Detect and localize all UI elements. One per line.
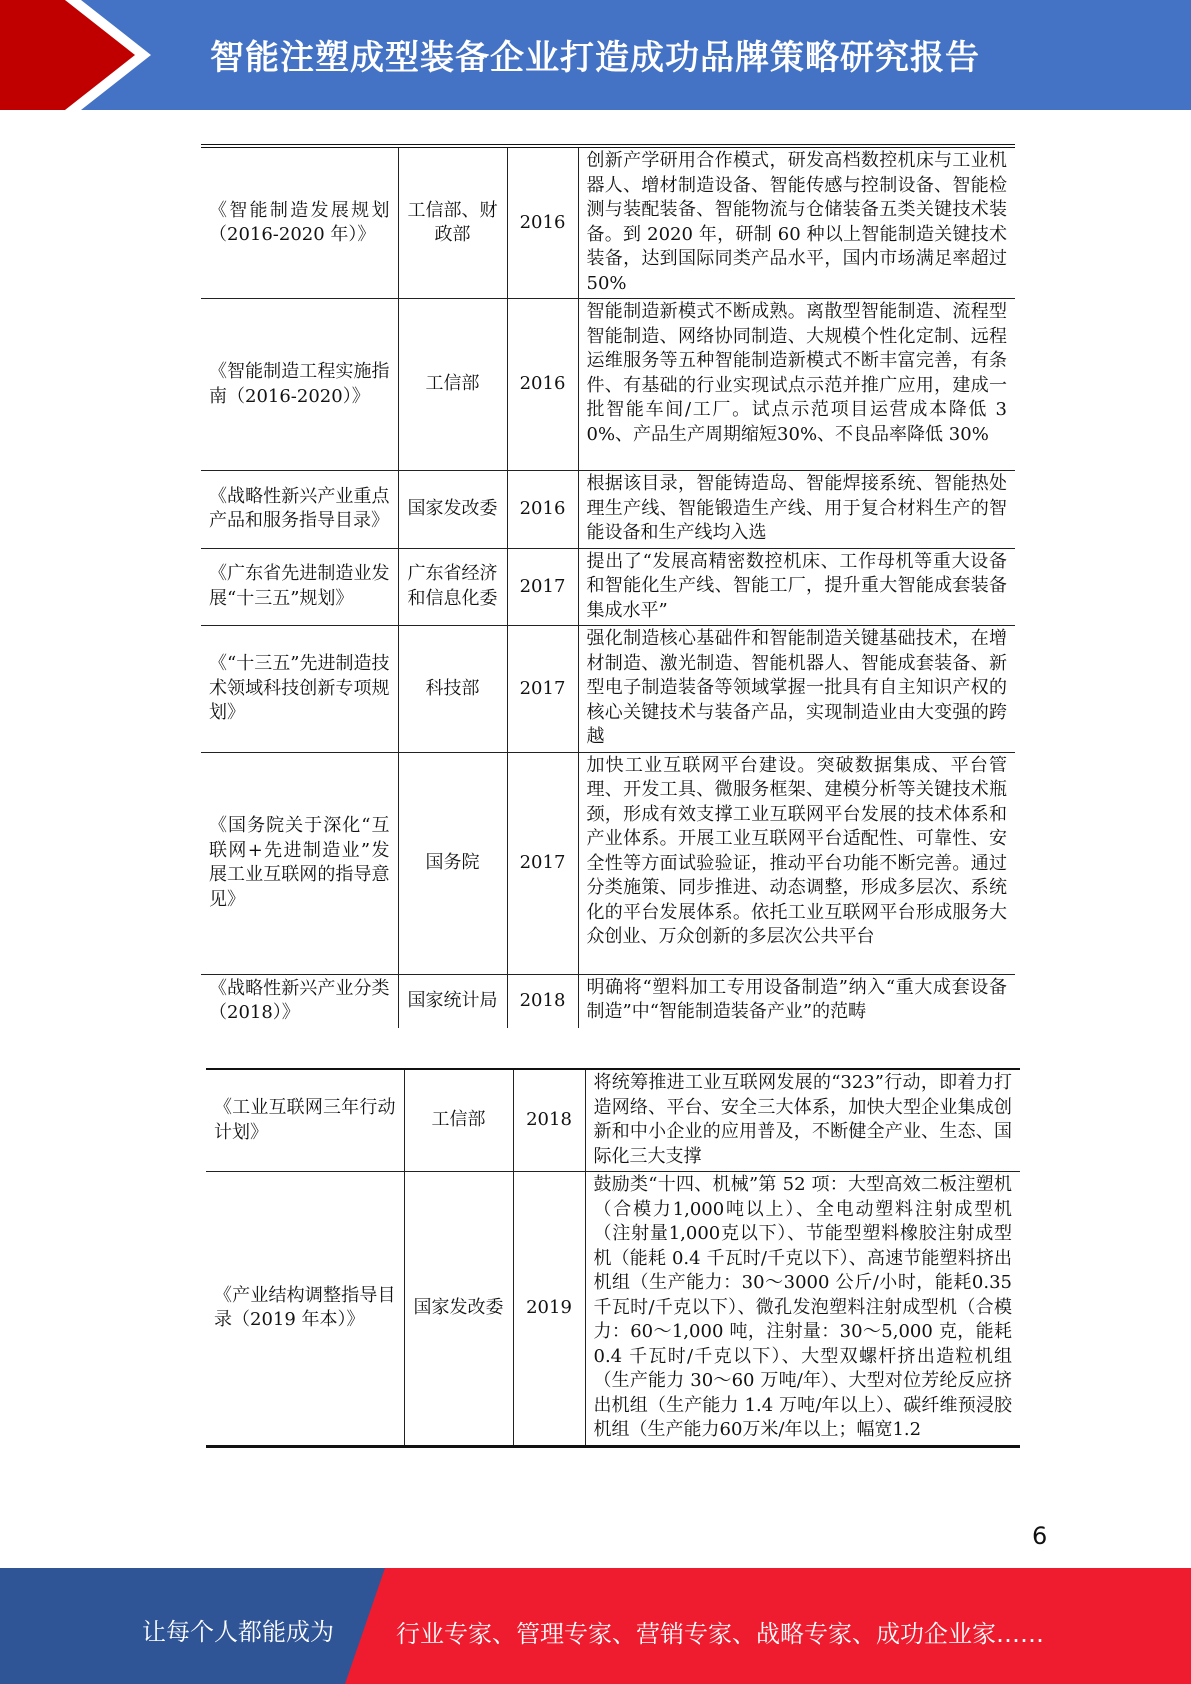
page-footer — [0, 1568, 1191, 1684]
policy-department: 工信部 — [398, 299, 507, 471]
policy-name: 《“十三五”先进制造技术领域科技创新专项规划》 — [201, 626, 398, 753]
policy-description: 加快工业互联网平台建设。突破数据集成、平台管理、开发工具、微服务框架、建模分析等关键技术瓶颈，形成有效支撑工业互联网平台发展的技术体系和产业体系。开展工业互联网平台适配性、可靠性、安全性等方面试验验证，推动平台功能不断完善。通过分类施策、同步推进、动态调整，形成多层次、系统化的平台发展体系。依托工业互联网平台形成服务大众创业、万众创新的多层次公共平台 — [578, 752, 1015, 974]
policy-name: 《产业结构调整指导目录（2019 年本）》 — [206, 1172, 404, 1447]
policy-table-2 — [206, 1068, 1020, 1448]
policy-department: 国务院 — [398, 752, 507, 974]
policy-description: 根据该目录，智能铸造岛、智能焊接系统、智能热处理生产线、智能锻造生产线、用于复合材料生产的智能设备和生产线均入选 — [578, 471, 1015, 549]
footer-slogan-left: 让每个人都能成为 — [142, 1618, 334, 1646]
report-title: 智能注塑成型装备企业打造成功品牌策略研究报告 — [210, 38, 980, 78]
policy-name: 《智能制造发展规划（2016-2020 年）》 — [201, 146, 398, 299]
table-row — [201, 548, 1015, 626]
policy-name: 《战略性新兴产业分类（2018）》 — [201, 974, 398, 1028]
policy-name: 《智能制造工程实施指南（2016-2020）》 — [201, 299, 398, 471]
policy-name: 《广东省先进制造业发展“十三五”规划》 — [201, 548, 398, 626]
policy-description: 将统筹推进工业互联网发展的“323”行动，即着力打造网络、平台、安全三大体系，加快大型企业集成创新和中小企业的应用普及，不断健全产业、生态、国际化三大支撑 — [585, 1069, 1020, 1172]
policy-department: 工信部、财政部 — [398, 146, 507, 299]
header-red-arrow — [0, 0, 150, 110]
policy-year: 2018 — [513, 1069, 585, 1172]
policy-year: 2019 — [513, 1172, 585, 1447]
policy-department: 国家发改委 — [398, 471, 507, 549]
policy-description: 提出了“发展高精密数控机床、工作母机等重大设备和智能化生产线、智能工厂，提升重大智能成套装备集成水平” — [578, 548, 1015, 626]
policy-year: 2017 — [507, 626, 578, 753]
table-row — [201, 974, 1015, 1028]
policy-table-1 — [201, 144, 1015, 1028]
policy-description: 明确将“塑料加工专用设备制造”纳入“重大成套设备制造”中“智能制造装备产业”的范畴 — [578, 974, 1015, 1028]
table-row — [201, 471, 1015, 549]
table-row — [206, 1069, 1020, 1172]
policy-description: 强化制造核心基础件和智能制造关键基础技术，在增材制造、激光制造、智能机器人、智能成套装备、新型电子制造装备等领域掌握一批具有自主知识产权的核心关键技术与装备产品，实现制造业由大变强的跨越 — [578, 626, 1015, 753]
table-row — [201, 626, 1015, 753]
footer-slogan-right: 行业专家、管理专家、营销专家、战略专家、成功企业家…… — [396, 1620, 1044, 1648]
table-row — [201, 752, 1015, 974]
policy-year: 2017 — [507, 752, 578, 974]
table-row — [201, 299, 1015, 471]
policy-department: 科技部 — [398, 626, 507, 753]
table-row — [201, 146, 1015, 299]
policy-year: 2017 — [507, 548, 578, 626]
policy-department: 国家统计局 — [398, 974, 507, 1028]
policy-year: 2016 — [507, 299, 578, 471]
policy-name: 《工业互联网三年行动计划》 — [206, 1069, 404, 1172]
policy-department: 工信部 — [404, 1069, 513, 1172]
policy-name: 《国务院关于深化“互联网+先进制造业”发展工业互联网的指导意见》 — [201, 752, 398, 974]
policy-name: 《战略性新兴产业重点产品和服务指导目录》 — [201, 471, 398, 549]
policy-department: 国家发改委 — [404, 1172, 513, 1447]
policy-year: 2016 — [507, 146, 578, 299]
page-number: 6 — [1032, 1522, 1048, 1550]
policy-description: 智能制造新模式不断成熟。离散型智能制造、流程型智能制造、网络协同制造、大规模个性化定制、远程运维服务等五种智能制造新模式不断丰富完善，有条件、有基础的行业实现试点示范并推广应用，建成一批智能车间/工厂。试点示范项目运营成本降低 30%、产品生产周期缩短30%、不良品率降低 30% — [578, 299, 1015, 471]
policy-description: 创新产学研用合作模式，研发高档数控机床与工业机器人、增材制造设备、智能传感与控制设备、智能检测与装配装备、智能物流与仓储装备五类关键技术装备。到 2020 年，研制 60 种以上智能制造关键技术装备，达到国际同类产品水平，国内市场满足率超过 50% — [578, 146, 1015, 299]
table-row — [206, 1172, 1020, 1447]
policy-year: 2018 — [507, 974, 578, 1028]
policy-year: 2016 — [507, 471, 578, 549]
policy-department: 广东省经济和信息化委 — [398, 548, 507, 626]
page-header — [0, 0, 1191, 110]
policy-description: 鼓励类“十四、机械”第 52 项：大型高效二板注塑机（合模力1,000吨以上）、全电动塑料注射成型机（注射量1,000克以下）、节能型塑料橡胶注射成型机（能耗 0.4 千瓦时/千克以下）、高速节能塑料挤出机组（生产能力：30～3000 公斤/小时，能耗0.35 千瓦时/千克以下）、微孔发泡塑料注射成型机（合模力：60～1,000 吨，注射量：30～5,000 克，能耗 0.4 千瓦时/千克以下）、大型双螺杆挤出造粒机组（生产能力 30～60 万吨/年）、大型对位芳纶反应挤出机组（生产能力 1.4 万吨/年以上）、碳纤维预浸胶机组（生产能力60万米/年以上；幅宽1.2 — [585, 1172, 1020, 1447]
